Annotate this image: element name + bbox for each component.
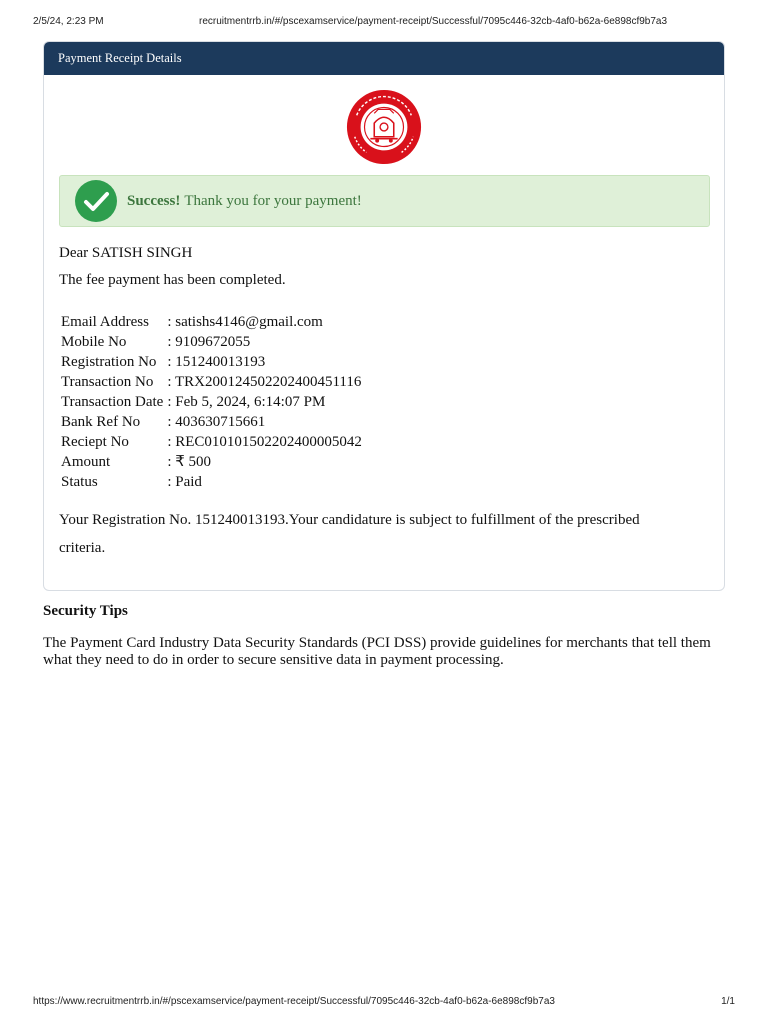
logo-container [44,88,724,166]
payment-receipt-card [43,41,725,591]
table-row [59,352,364,372]
detail-value: : 151240013193 [167,354,266,370]
table-row [59,392,364,412]
detail-label: Transaction No [61,374,154,390]
table-row [59,332,364,352]
security-tips-text: The Payment Card Industry Data Security Standards (PCI DSS) provide guidelines for merchants that tell them what they need to do in order to secure sensitive data in payment processing. [43,635,711,668]
detail-label: Amount [61,454,111,470]
completion-message: The fee payment has been completed. [59,272,286,288]
detail-label: Status [61,474,98,490]
detail-label: Bank Ref No [61,414,141,430]
detail-value: : TRX200124502202400451116 [167,374,362,390]
success-alert [59,175,710,227]
detail-value: : Paid [167,474,202,490]
success-label: Success! [127,192,181,209]
card-title: Payment Receipt Details [44,42,724,75]
detail-value: : REC010101502202400005042 [167,434,362,450]
table-row [59,472,364,492]
security-tips-heading: Security Tips [43,603,128,619]
detail-value: : Feb 5, 2024, 6:14:07 PM [167,394,326,410]
detail-label: Reciept No [61,434,129,450]
table-row [59,432,364,452]
detail-label: Transaction Date [61,394,164,410]
check-circle-icon [74,179,118,223]
page-number: 1/1 [721,996,735,1007]
print-header-url: recruitmentrrb.in/#/pscexamservice/payment-receipt/Successful/7095c446-32cb-4af0-b62a-6e898cf9b7a3 [199,16,668,27]
detail-label: Email Address [61,314,149,330]
detail-value: : satishs4146@gmail.com [167,314,323,330]
print-datetime: 2/5/24, 2:23 PM [33,16,104,27]
detail-label: Mobile No [61,334,127,350]
success-text: Thank you for your payment! [184,192,362,209]
table-row [59,452,364,472]
table-row [59,312,364,332]
table-row [59,372,364,392]
print-footer-url: https://www.recruitmentrrb.in/#/pscexamservice/payment-receipt/Successful/7095c446-32cb-4af0-b62a-6e898cf9b7a3 [33,996,555,1007]
detail-value: : ₹ 500 [167,454,212,470]
detail-label: Registration No [61,354,157,370]
greeting: Dear SATISH SINGH [59,245,193,261]
table-row [59,412,364,432]
receipt-details-table [59,312,364,492]
detail-value: : 403630715661 [167,414,266,430]
success-message [127,193,362,210]
indian-railways-logo [345,88,423,166]
candidature-note: Your Registration No. 151240013193.Your candidature is subject to fulfillment of the prescribed criteria. [59,512,640,556]
detail-value: : 9109672055 [167,334,251,350]
